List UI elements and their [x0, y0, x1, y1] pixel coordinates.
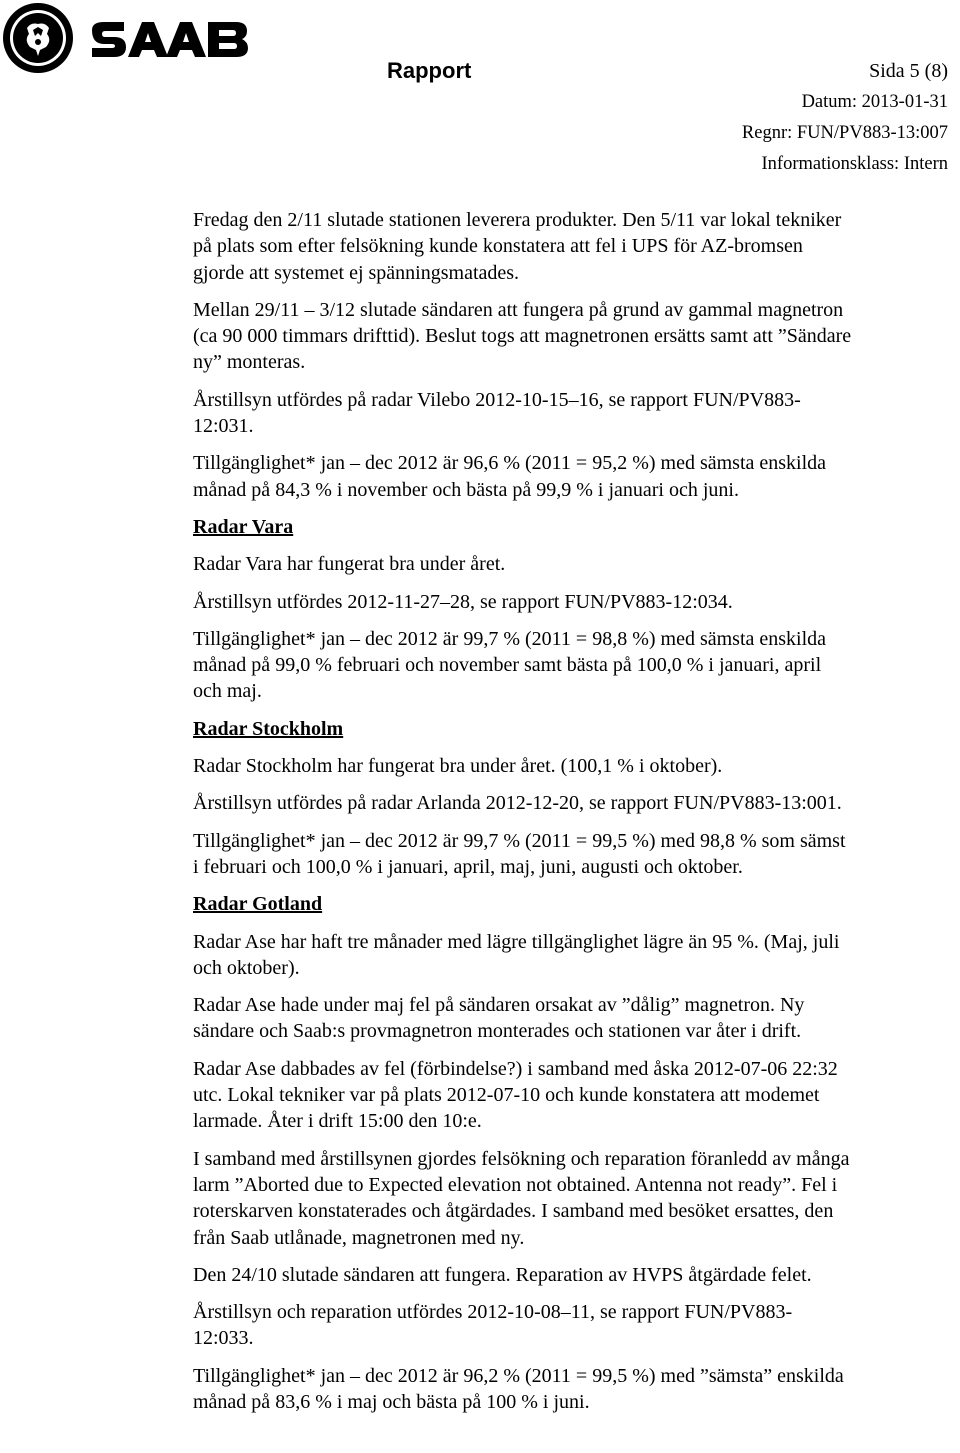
paragraph: Radar Ase dabbades av fel (förbindelse?) i samband med åska 2012-07-06 22:32 utc. Lokal tekniker var på plats 2012-07-10 och kunde konstatera att modemet larmade. Åter i drift 15:00 den 10:e.: [193, 1057, 838, 1133]
document-regnr: Regnr: FUN/PV883-13:007: [741, 123, 948, 143]
section-heading-gotland: Radar Gotland: [193, 893, 323, 916]
document-classification: Informationsklass: Intern: [761, 154, 948, 174]
paragraph: Radar Stockholm har fungerat bra under året. (100,1 % i oktober).: [193, 755, 723, 778]
paragraph: Fredag den 2/11 slutade stationen leverera produkter. Den 5/11 var lokal tekniker på plats som efter felsökning kunde konstatera att fel i UPS för AZ-bromsen gjorde att systemet ej spänningsmatades.: [193, 209, 842, 284]
paragraph: Tillgänglighet* jan – dec 2012 är 99,7 % (2011 = 98,8 %) med sämsta enskilda månad på 99,0 % februari och november samt bästa på 100,0 % i januari, april och maj.: [193, 627, 827, 703]
document-meta: [628, 56, 948, 180]
page-number: Sida 5 (8): [869, 60, 948, 82]
paragraph: Radar Ase har haft tre månader med lägre tillgänglighet lägre än 95 %. (Maj, juli och oktober).: [193, 930, 840, 979]
paragraph: I samband med årstillsynen gjordes felsökning och reparation föranledd av många larm ”Aborted due to Expected elevation not obtained. Antenna not ready”. Fel i roterskarven konstaterades och åtgärdades. I samband med besöket ersattes, den från Saab utlånade, magnetronen med ny.: [193, 1147, 850, 1249]
paragraph: Årstillsyn utfördes 2012-11-27–28, se rapport FUN/PV883-12:034.: [193, 590, 733, 613]
paragraph: Tillgänglighet* jan – dec 2012 är 96,6 % (2011 = 95,2 %) med sämsta enskilda månad på 84,3 % i november och bästa på 99,9 % i januari och juni.: [193, 452, 827, 501]
paragraph: Årstillsyn utfördes på radar Arlanda 2012-12-20, se rapport FUN/PV883-13:001.: [193, 792, 842, 815]
saab-logo: [0, 0, 250, 80]
paragraph: Den 24/10 slutade sändaren att fungera. Reparation av HVPS åtgärdade felet.: [193, 1263, 812, 1286]
document-type: Rapport: [387, 58, 472, 83]
report-body: [193, 207, 960, 1426]
saab-badge-icon: [3, 3, 73, 73]
paragraph: Tillgänglighet* jan – dec 2012 är 99,7 % (2011 = 99,5 %) med 98,8 % som sämst i februari och 100,0 % i januari, april, maj, juni, augusti och oktober.: [193, 829, 846, 878]
section-heading-vara: Radar Vara: [193, 515, 294, 538]
paragraph: Tillgänglighet* jan – dec 2012 är 96,2 % (2011 = 99,5 %) med ”sämsta” enskilda månad på 83,6 % i maj och bästa på 100 % i juni.: [193, 1364, 844, 1413]
section-heading-stockholm: Radar Stockholm: [193, 717, 344, 740]
paragraph: Radar Ase hade under maj fel på sändaren orsakat av ”dålig” magnetron. Ny sändare och Saab:s provmagnetron monterades och stationen var åter i drift.: [193, 994, 805, 1043]
paragraph: Årstillsyn och reparation utfördes 2012-10-08–11, se rapport FUN/PV883- 12:033.: [193, 1301, 793, 1350]
saab-wordmark: [92, 22, 248, 57]
document-date: Datum: 2013-01-31: [801, 92, 948, 112]
paragraph: Radar Vara har fungerat bra under året.: [193, 553, 506, 576]
paragraph: Mellan 29/11 – 3/12 slutade sändaren att fungera på grund av gammal magnetron (ca 90 000 timmars drifttid). Beslut togs att magnetronen ersätts samt att ”Sändare ny” monteras.: [193, 298, 852, 374]
paragraph: Årstillsyn utfördes på radar Vilebo 2012-10-15–16, se rapport FUN/PV883- 12:031.: [193, 388, 801, 438]
